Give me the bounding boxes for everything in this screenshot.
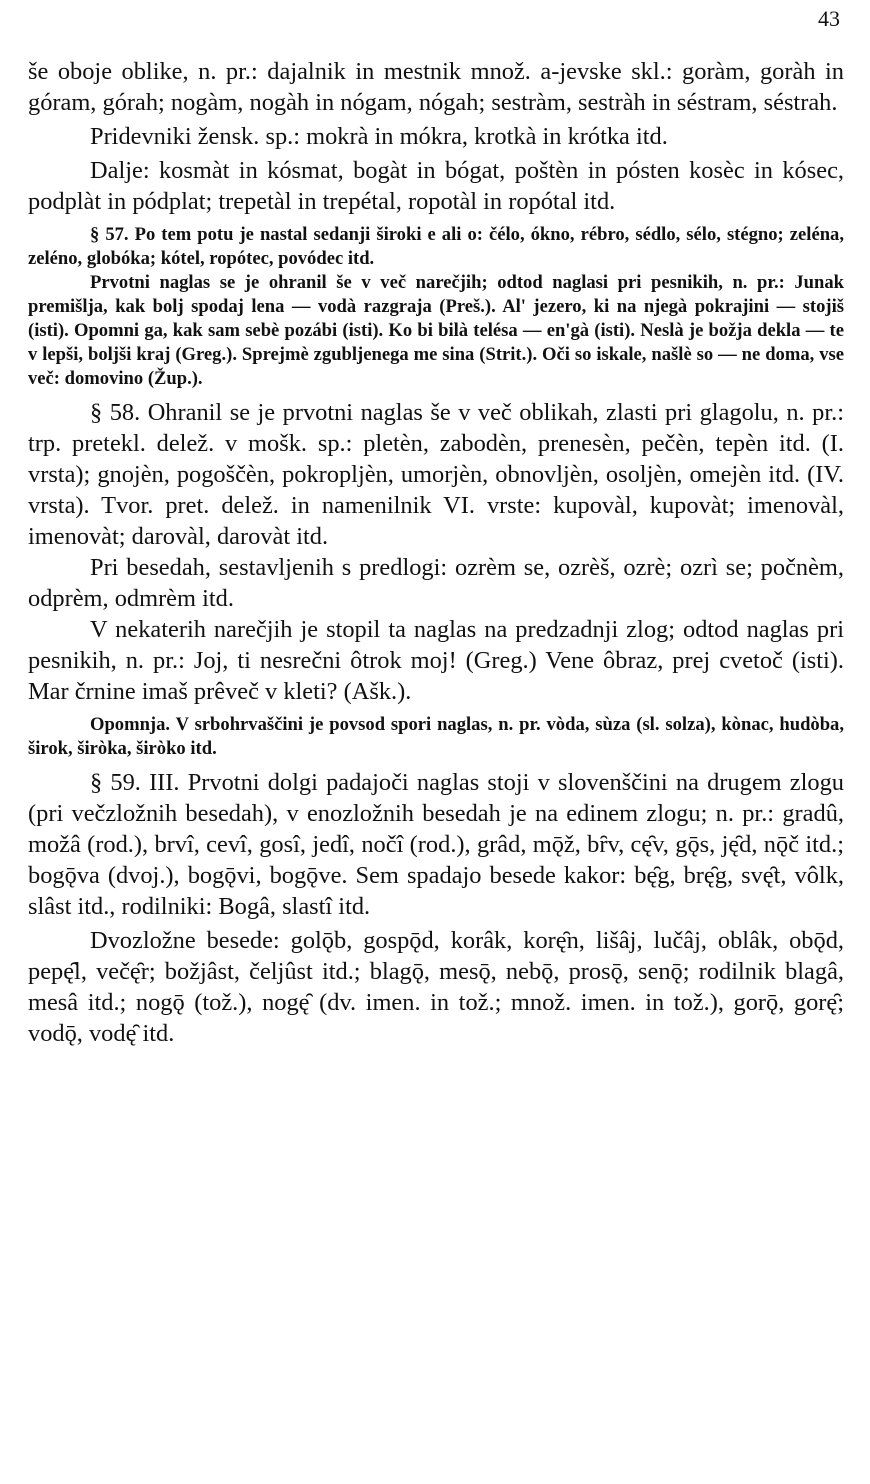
paragraph-5: Prvotni naglas se je ohranil še v več narečjih; odtod naglasi pri pesnikih, n. pr.: Junak premišlja, kak bolj spodaj lena — vodà razgraja (Preš.). Al' jezero, ki na njegà pokrajini — stojiš (isti). Opomni ga, kak sam sebè pozábi (isti). Ko bi bilà telésa — en'gà (isti). Neslà je božja dekla — te v lepši, boljši kraj (Greg.). Sprejmè zgubljenega me sina (Strit.). Oči so iskale, našlè so — ne doma, vse več: domovino (Žup.).: [28, 272, 844, 389]
section-58-paragraph: § 58. Ohranil se je prvotni naglas še v več oblikah, zlasti pri glagolu, n. pr.: trp. pretekl. delež. v mošk. sp.: pletèn, zabodèn, prenesèn, pečèn, tepèn itd. (I. vrsta); gnojèn, pogoščèn, pokropljèn, umorjèn, obnovljèn, osoljèn, omejèn itd. (IV. vrsta). Tvor. pret. delež. in namenilnik VI. vrste: kupovàl, kupovàt; imenovàl, imenovàt; darovàl, darovàt itd.: [28, 399, 844, 550]
page-number: 43: [818, 6, 840, 31]
paragraph-8: V nekaterih narečjih je stopil ta naglas na predzadnji zlog; odtod naglas pri pesnikih, n. pr.: Joj, ti nesrečni ôtrok moj! (Greg.) Vene ôbraz, prej cvetoč (isti). Mar črnine imaš prêveč v kleti? (Ašk.).: [28, 616, 844, 705]
section-59-paragraph: § 59. III. Prvotni dolgi padajoči naglas stoji v slovenščini na drugem zlogu (pri večzložnih besedah), v enozložnih besedah je na edinem zlogu; n. pr.: gradû, možâ (rod.), brvî, cevî, gosî, jedî, nočî (rod.), grâd, mǭž, bȓv, cę̑v, gǭs, ję̑d, nǭč itd.; bogǭva (dvoj.), bogǭvi, bogǭve. Sem spadajo besede kakor: bę̑g, brę̑g, svę̑t, vôlk, slâst itd., rodilniki: Bogâ, slastî itd.: [28, 769, 844, 920]
section-57-paragraph: § 57. Po tem potu je nastal sedanji široki e ali o: čélo, ókno, rébro, sédlo, sélo, stégno; zeléna, zeléno, globóka; kótel, ropótec, povódec itd.: [28, 224, 844, 269]
page-body: [28, 56, 844, 1049]
paragraph-1: še oboje oblike, n. pr.: dajalnik in mestnik množ. a-jevske skl.: goràm, goràh in góram, górah; nogàm, nogàh in nógam, nógah; sestràm, sestràh in séstram, séstrah.: [28, 58, 844, 116]
paragraph-2: Pridevniki žensk. sp.: mokrà in mókra, krotkà in krótka itd.: [90, 123, 668, 150]
paragraph-3: Dalje: kosmàt in kósmat, bogàt in bógat, poštèn in pósten kosèc in kósec, podplàt in pódplat; trepetàl in trepétal, ropotàl in ropótal itd.: [28, 157, 844, 215]
paragraph-7: Pri besedah, sestavljenih s predlogi: ozrèm se, ozrèš, ozrè; ozrì se; počnèm, odprèm, odmrèm itd.: [28, 554, 844, 612]
note-paragraph: Opomnja. V srbohrvaščini je povsod spori naglas, n. pr. vòda, sùza (sl. solza), kònac, hudòba, širok, širòka, širòko itd.: [28, 714, 844, 759]
paragraph-11: Dvozložne besede: golǭb, gospǭd, korâk, korę̑n, lišâj, lučâj, oblâk, obǭd, pepę̑l, večę̑r; božjâst, čeljûst itd.; blagǭ, mesǭ, nebǭ, prosǭ, senǭ; rodilnik blagâ, mesâ itd.; nogǭ (tož.), nogę̑ (dv. imen. in tož.; množ. imen. in tož.), gorǭ, gorę̑; vodǭ, vodę̑ itd.: [28, 927, 844, 1047]
